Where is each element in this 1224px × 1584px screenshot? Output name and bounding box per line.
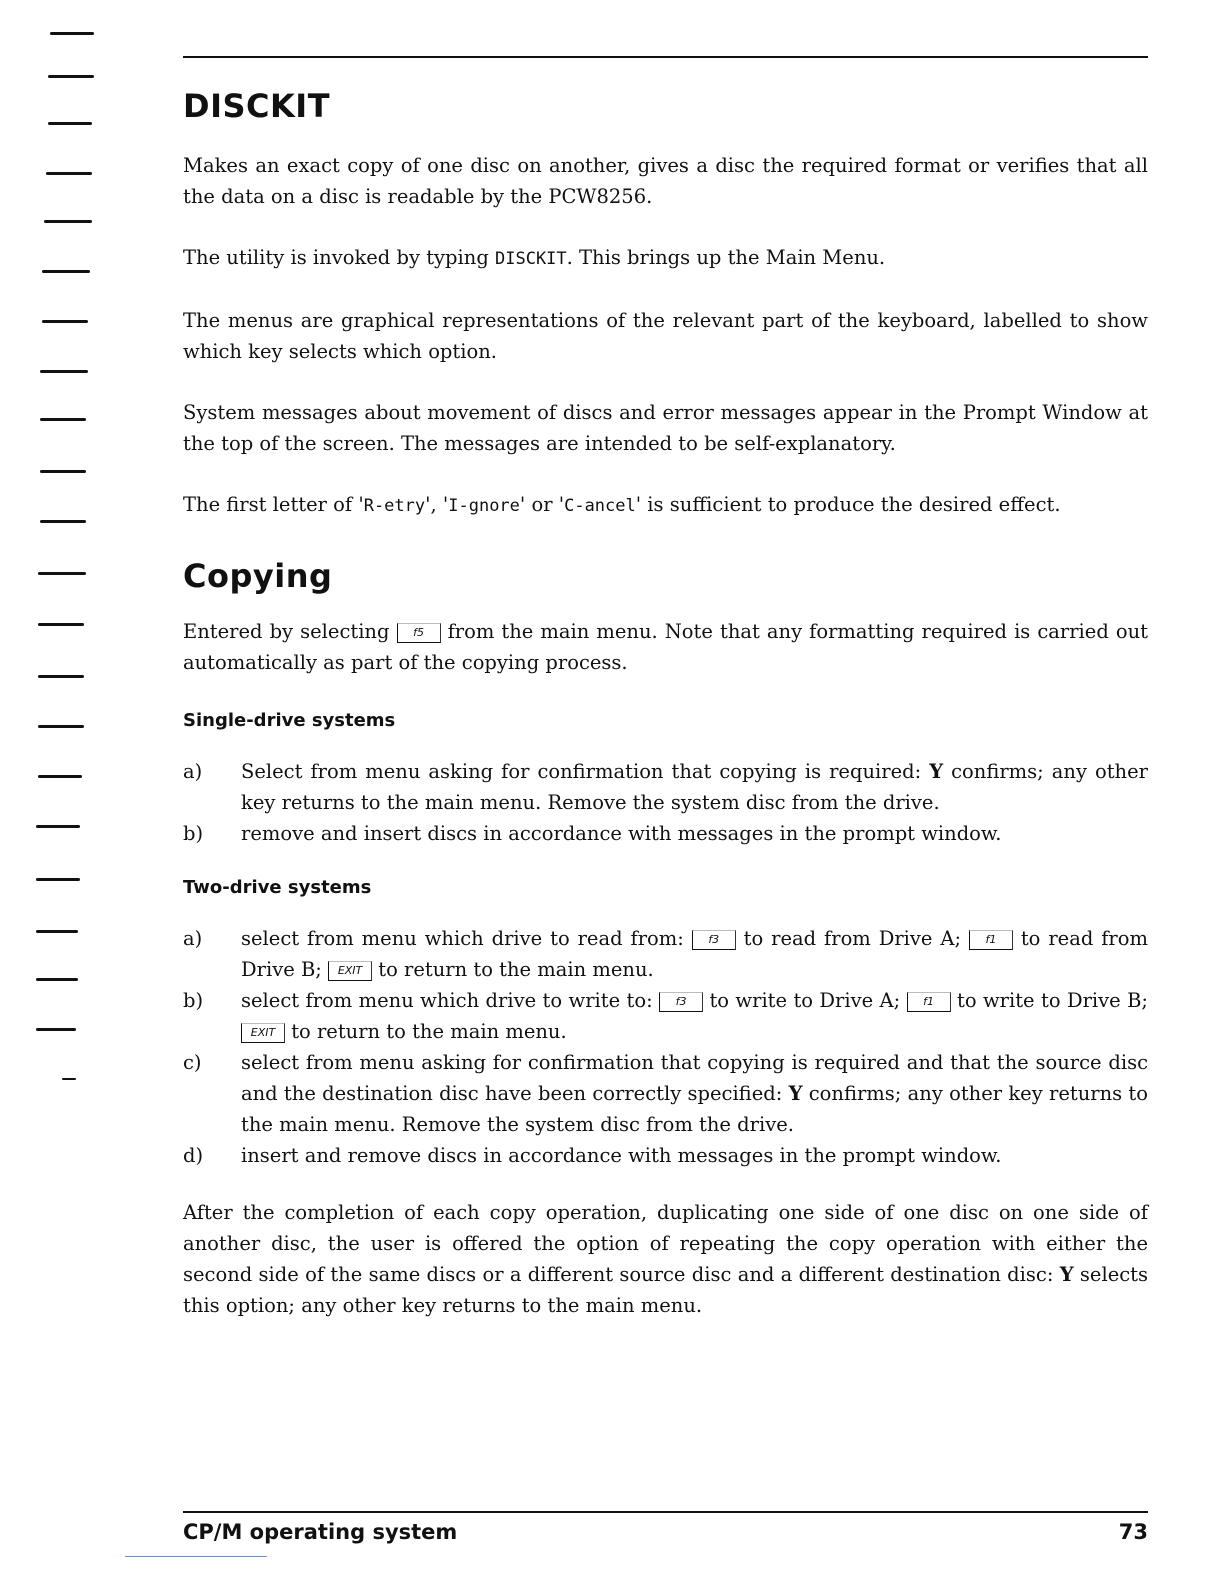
list-item — [183, 1140, 1148, 1171]
list-item — [183, 1047, 1148, 1140]
page-content — [183, 84, 1148, 1351]
two-drive-heading: Two-drive systems — [183, 877, 372, 898]
binding-mark — [36, 878, 80, 881]
confirm-key: Y — [788, 1082, 803, 1105]
step-label: c) — [183, 1051, 202, 1074]
exit-key-icon: EXIT — [241, 1023, 285, 1043]
binding-mark — [62, 1078, 76, 1080]
command-name: DISCKIT — [495, 249, 567, 269]
f1-key-icon: f1 — [907, 992, 951, 1012]
f3-key-icon: f3 — [692, 930, 736, 950]
confirm-key: Y — [929, 760, 944, 783]
binding-mark — [36, 930, 78, 933]
step-text — [241, 923, 1148, 985]
text-fragment: . This brings up the Main Menu. — [566, 246, 886, 269]
step-text — [241, 1047, 1148, 1140]
list-item — [183, 818, 1148, 849]
text-fragment: to write to Drive B; — [950, 989, 1149, 1012]
text-fragment: select from menu asking for confirmation that copying is required and that the source disc and the destination disc have been correctly specified: — [241, 1051, 1148, 1105]
text-fragment: from the main menu. Note that any formatting required is carried out automatically as part of the copying process. — [183, 620, 1148, 674]
step-label: b) — [183, 822, 204, 845]
text-fragment: select from menu which drive to read from: — [241, 927, 692, 950]
page-number: 73 — [1118, 1520, 1148, 1544]
binding-mark — [40, 470, 86, 473]
binding-mark — [48, 75, 94, 78]
step-label: d) — [183, 1144, 204, 1167]
disckit-paragraph-4: System messages about movement of discs and error messages appear in the Prompt Window at the top of the screen. The messages are intended to be self-explanatory. — [183, 401, 1148, 455]
disckit-paragraph-2 — [183, 242, 1148, 275]
text-fragment: Select from menu asking for confirmation that copying is required: — [241, 760, 930, 783]
binding-margin-marks — [36, 20, 96, 1100]
single-drive-heading: Single-drive systems — [183, 710, 396, 731]
text-fragment: to read from Drive A; — [735, 927, 969, 950]
text-fragment: After the completion of each copy operation, duplicating one side of one disc on one side of another disc, the user is offered the option of repeating the copy operation with either the second side of the same discs or a different source disc and a different destination disc: — [183, 1201, 1148, 1286]
text-fragment: selects this option; any other key returns to the main menu. — [183, 1263, 1149, 1317]
binding-mark — [38, 725, 84, 728]
f5-key-icon: f5 — [397, 623, 441, 643]
binding-mark — [44, 220, 92, 223]
text-fragment: ', ' — [425, 493, 449, 516]
binding-mark — [40, 370, 88, 373]
disckit-paragraph-3: The menus are graphical representations of the relevant part of the keyboard, labelled to show which key selects which option. — [183, 309, 1148, 363]
step-label: a) — [183, 927, 203, 950]
text-fragment: ' is sufficient to produce the desired effect. — [635, 493, 1061, 516]
page-footer — [183, 1516, 1148, 1548]
f1-key-icon: f1 — [969, 930, 1013, 950]
list-item — [183, 985, 1148, 1047]
binding-mark — [42, 320, 88, 323]
bottom-rule — [183, 1511, 1148, 1513]
copying-closing-paragraph — [183, 1197, 1148, 1321]
scan-artifact-line — [125, 1556, 267, 1557]
binding-mark — [36, 825, 80, 828]
binding-mark — [50, 32, 94, 35]
binding-mark — [40, 418, 86, 421]
text-fragment: confirms; any other key returns to the main menu. Remove the system disc from the drive. — [241, 760, 1148, 814]
step-label: b) — [183, 989, 204, 1012]
retry-option: R-etry — [363, 496, 426, 516]
binding-mark — [38, 675, 84, 678]
top-rule — [183, 56, 1148, 58]
ignore-option: I-gnore — [448, 496, 520, 516]
text-fragment: to return to the main menu. — [372, 958, 654, 981]
binding-mark — [36, 978, 78, 981]
confirm-key: Y — [1059, 1263, 1074, 1286]
binding-mark — [42, 270, 90, 273]
text-fragment: to write to Drive A; — [703, 989, 907, 1012]
text-fragment: The first letter of ' — [183, 493, 364, 516]
step-text: insert and remove discs in accordance with messages in the prompt window. — [241, 1144, 1002, 1167]
binding-mark — [40, 520, 86, 523]
step-text — [241, 756, 1148, 818]
text-fragment: to read from Drive B; — [241, 927, 1148, 981]
single-drive-steps — [183, 756, 1148, 849]
binding-mark — [48, 122, 92, 125]
text-fragment: ' or ' — [519, 493, 565, 516]
step-label: a) — [183, 760, 203, 783]
binding-mark — [38, 572, 86, 575]
text-fragment: The utility is invoked by typing — [183, 246, 495, 269]
f3-key-icon: f3 — [659, 992, 703, 1012]
binding-mark — [46, 172, 92, 175]
footer-title: CP/M operating system — [183, 1520, 458, 1544]
binding-mark — [38, 775, 82, 778]
disckit-paragraph-5 — [183, 489, 1148, 522]
binding-mark — [36, 1028, 76, 1031]
text-fragment: to return to the main menu. — [285, 1020, 567, 1043]
text-fragment: confirms; any other key returns to the main menu. Remove the system disc from the drive. — [241, 1082, 1148, 1136]
binding-mark — [38, 623, 84, 626]
two-drive-steps — [183, 923, 1148, 1171]
cancel-option: C-ancel — [564, 496, 636, 516]
disckit-paragraph-1: Makes an exact copy of one disc on another, gives a disc the required format or verifies that all the data on a disc is readable by the PCW8256. — [183, 154, 1148, 208]
copying-intro — [183, 616, 1148, 678]
exit-key-icon: EXIT — [328, 961, 372, 981]
text-fragment: select from menu which drive to write to: — [241, 989, 660, 1012]
text-fragment: Entered by selecting — [183, 620, 397, 643]
list-item — [183, 756, 1148, 818]
disckit-heading: DISCKIT — [183, 87, 331, 125]
step-text: remove and insert discs in accordance with messages in the prompt window. — [241, 822, 1002, 845]
step-text — [241, 985, 1148, 1047]
list-item — [183, 923, 1148, 985]
copying-heading: Copying — [183, 557, 333, 595]
